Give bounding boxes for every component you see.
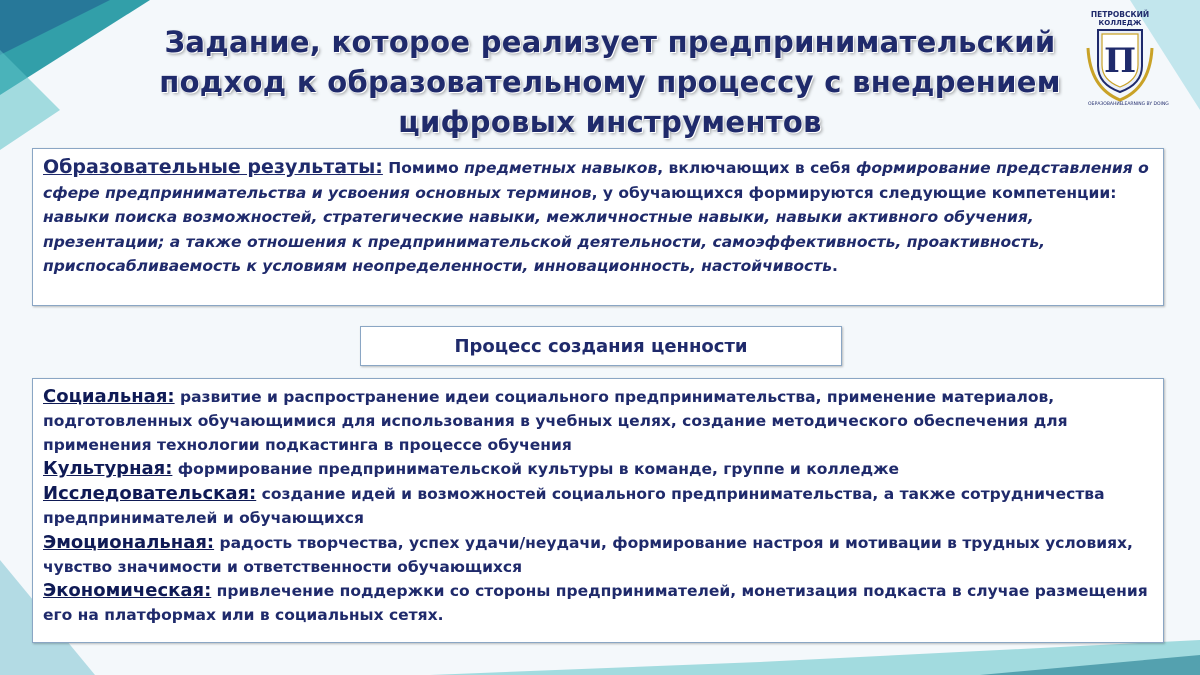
value-item [43,457,1153,482]
process-label-box [360,326,842,366]
text-segment: . [832,257,838,275]
logo-ribbon-left: ОБРАЗОВАНИЕ [1088,102,1123,107]
logo-monogram: П [1103,41,1137,81]
text-segment: Помимо [388,159,465,177]
value-item [43,385,1153,457]
text-segment: навыки поиска возможностей, стратегические навыки, межличностные навыки, навыки активного обучения, презентации; а также отношения к предпринимательской деятельности, самоэффективность, проактивность, приспосабливаемость к условиям неопределенности, инновационность, настойчивость [43,208,1046,275]
education-results-heading: Образовательные результаты: [43,156,383,178]
value-item [43,531,1153,580]
value-text: развитие и распространение идеи социального предпринимательства, применение материалов, подготовленных обучающимися для использования в учебных целях, создание методического обеспечения для применения технологии подкастинга в процессе обучения [43,388,1068,454]
education-results-box [32,148,1164,306]
value-text: формирование предпринимательской культуры в команде, группе и колледже [172,460,900,479]
process-label: Процесс создания ценности [454,335,748,357]
value-heading: Экономическая: [43,580,212,602]
value-text: радость творчества, успех удачи/неудачи, формирование настроя и мотивации в трудных условиях, чувство значимости и ответственности обучающихся [43,533,1133,576]
value-heading: Культурная: [43,458,173,480]
value-item [43,482,1153,531]
education-results-text [43,155,1153,279]
values-box [32,378,1164,643]
value-text: создание идей и возможностей социального предпринимательства, а также сотрудничества предпринимателей и обучающихся [43,485,1105,527]
logo-ribbon-right: LEARNING BY DOING [1122,102,1169,107]
value-text: привлечение поддержки со стороны предпринимателей, монетизация подкаста в случае размещения его на платформах или в социальных сетях. [43,582,1148,625]
text-segment: , включающих в себя [657,159,856,177]
text-segment: формирование представления о сфере предпринимательства и усвоения основных терминов [43,159,1149,202]
title-line: цифровых инструментов [398,105,822,139]
logo-top-text: ПЕТРОВСКИЙ [1090,10,1150,19]
title-line: подход к образовательному процессу с внедрением [159,65,1061,99]
value-heading: Исследовательская: [43,483,257,505]
college-logo [1080,8,1169,108]
text-segment: предметных навыков [464,159,658,177]
value-item [43,579,1153,628]
value-heading: Социальная: [43,386,175,407]
text-segment: , у обучающихся формируются следующие компетенции: [591,183,1117,202]
logo-bottom-text: КОЛЛЕДЖ [1098,19,1142,27]
value-heading: Эмоциональная: [43,531,215,553]
page-title [120,22,1100,142]
title-line: Задание, которое реализует предпринимательский [164,25,1056,59]
